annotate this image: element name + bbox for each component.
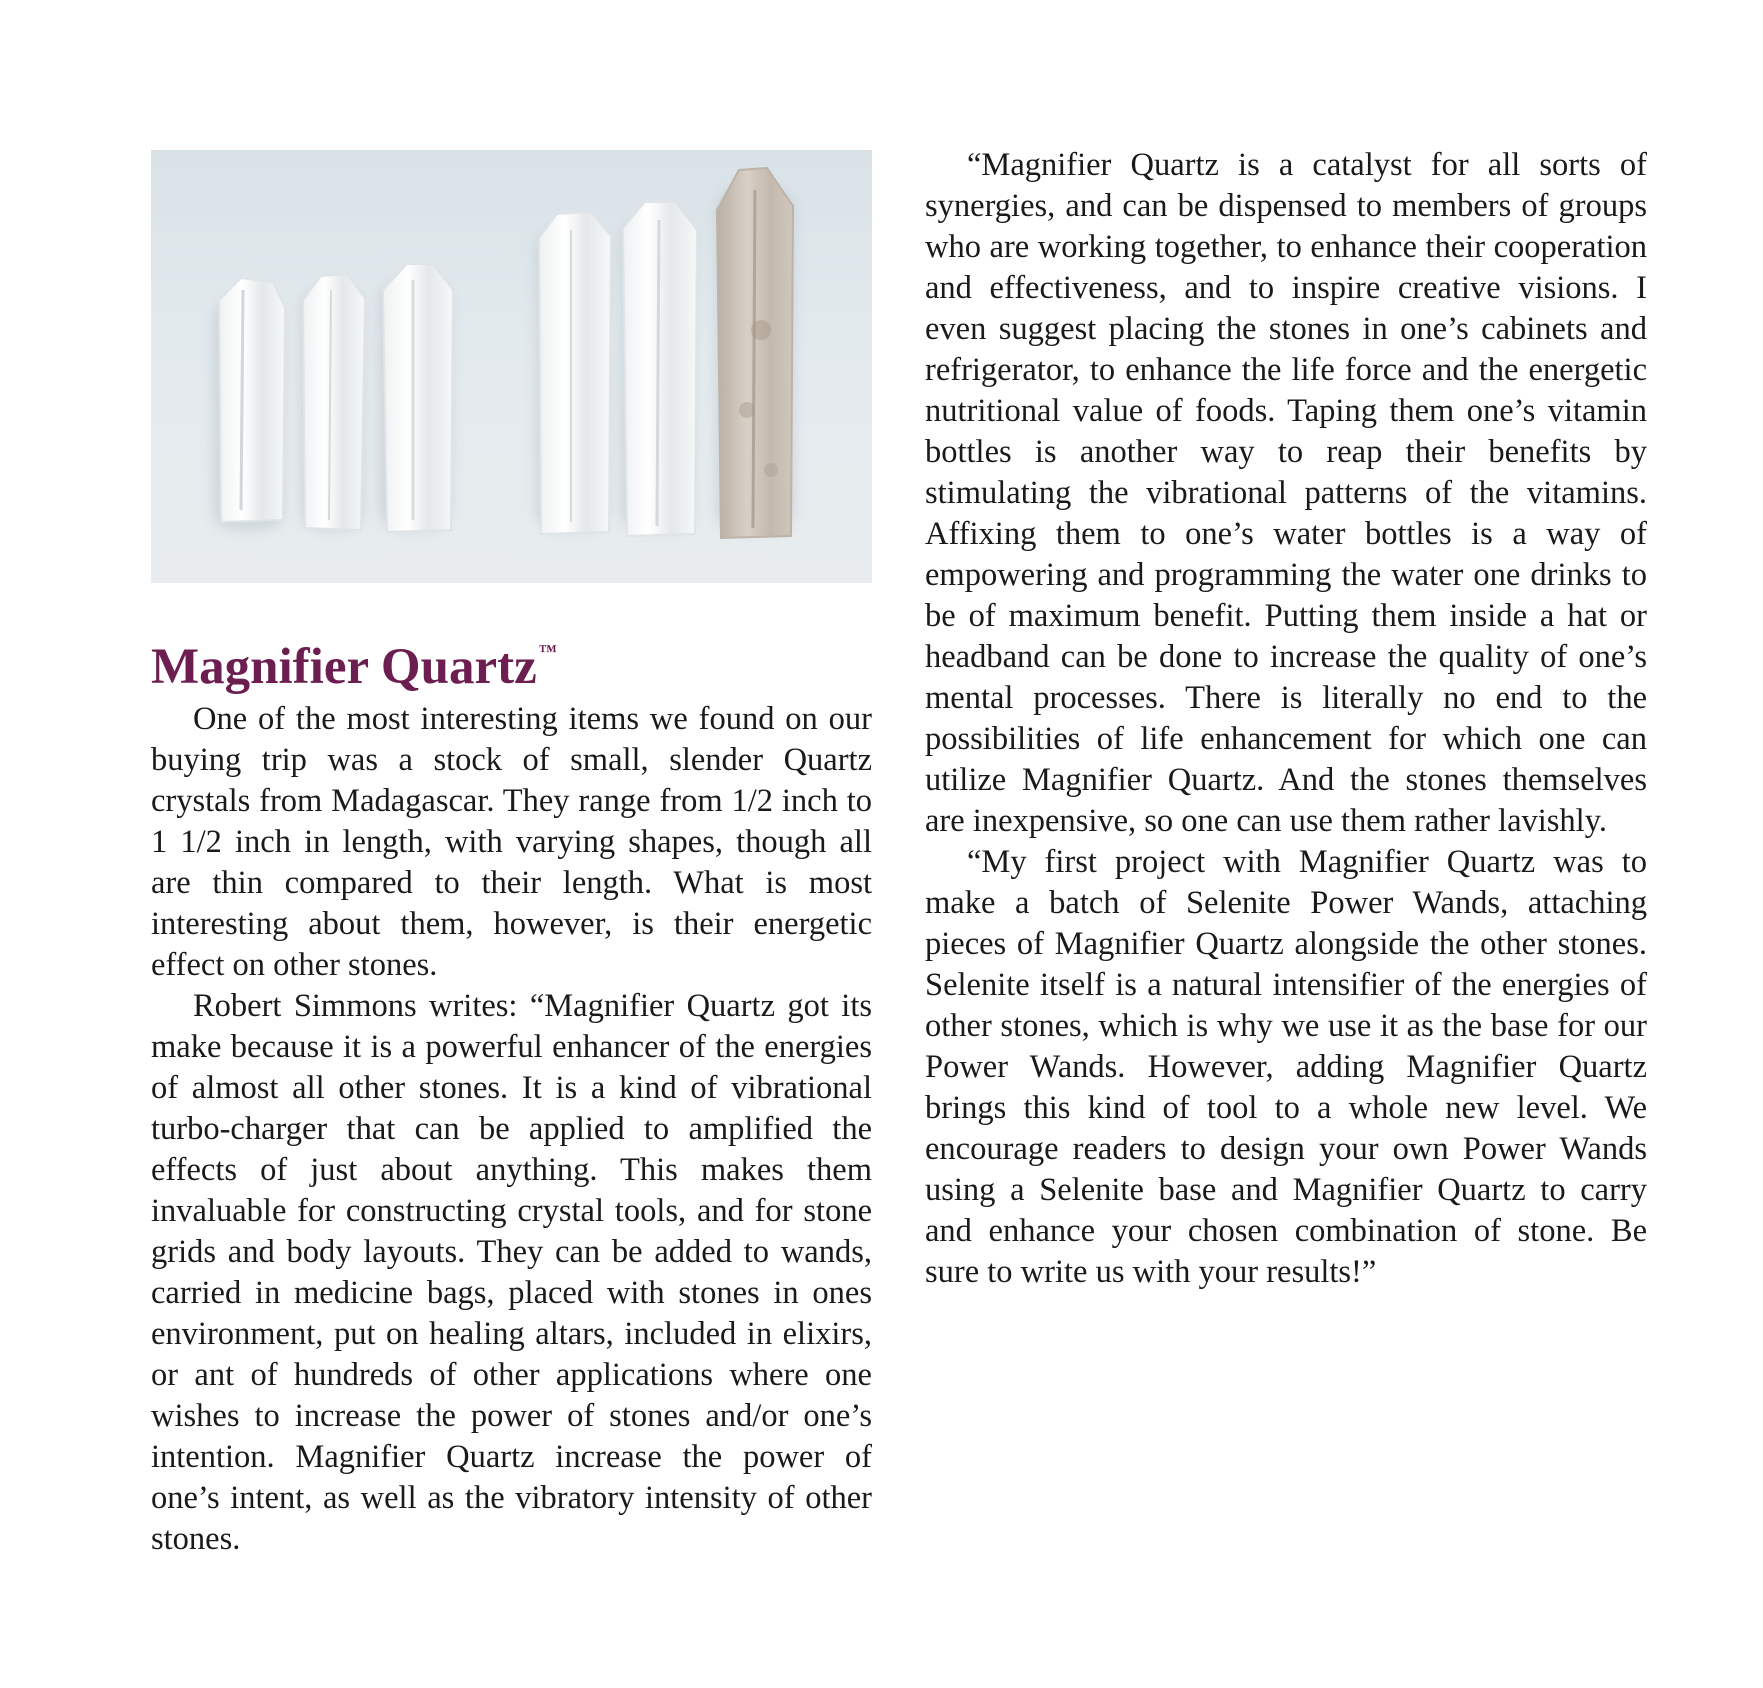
crystal-5-shape [623,202,697,536]
left-column [151,150,872,1560]
right-column [925,145,1647,1293]
crystal-photo-illustration [151,150,872,583]
article-title-text: Magnifier Quartz [151,639,537,695]
crystal-2-shape [303,274,365,530]
article-title [151,621,872,697]
crystal-4-shape [539,212,611,534]
left-body-text [151,699,872,1560]
paragraph: One of the most interesting items we found on our buying trip was a stock of small, slender Quartz crystals from Madagascar. They range from 1/2 inch to 1 1/2 inch in length, with varying shapes, though all are thin compared to their length. What is most interesting about them, however, is their energetic effect on other stones. [151,701,872,983]
crystal-6-shape [717,168,793,538]
paragraph: Robert Simmons writes: “Magnifier Quartz got its make because it is a powerful enhancer of the energies of almost all other stones. It is a kind of vibrational turbo-charger that can be applied to amplified the effects of just about anything. This makes them invaluable for constructing crystal tools, and for stone grids and body layouts. They can be added to wands, carried in medicine bags, placed with stones in ones environment, put on healing altars, included in elixirs, or ant of hundreds of other applications where one wishes to increase the power of stones and/or one’s intention. Magnifier Quartz increase the power of one’s intent, as well as the vibratory intensity of other stones. [151,988,872,1557]
crystal-photo [151,150,872,583]
trademark-symbol: ™ [538,641,557,661]
crystal-1-shape [219,278,285,522]
paragraph: “My first project with Magnifier Quartz was to make a batch of Selenite Power Wands, attaching pieces of Magnifier Quartz alongside the other stones. Selenite itself is a natural intensifier of the energies of other stones, which is why we use it as the base for our Power Wands. However, adding Magnifier Quartz brings this kind of tool to a whole new level. We encourage readers to design your own Power Wands using a Selenite base and Magnifier Quartz to carry and enhance your chosen combination of stone. Be sure to write us with your results!” [925,844,1647,1290]
crystal-3-shape [383,264,453,532]
paragraph: “Magnifier Quartz is a catalyst for all sorts of synergies, and can be dispensed to members of groups who are working together, to enhance their cooperation and effectiveness, and to inspire creative visions. I even suggest placing the stones in one’s cabinets and refrigerator, to enhance the life force and the energetic nutritional value of foods. Taping them one’s vitamin bottles is another way to reap their benefits by stimulating the vibrational patterns of the vitamins. Affixing them to one’s water bottles is a way of empowering and programming the water one drinks to be of maximum benefit. Putting them inside a hat or headband can be done to increase the quality of one’s mental processes. There is literally no end to the possibilities of life enhancement for which one can utilize Magnifier Quartz. And the stones themselves are inexpensive, so one can use them rather lavishly. [925,147,1647,839]
